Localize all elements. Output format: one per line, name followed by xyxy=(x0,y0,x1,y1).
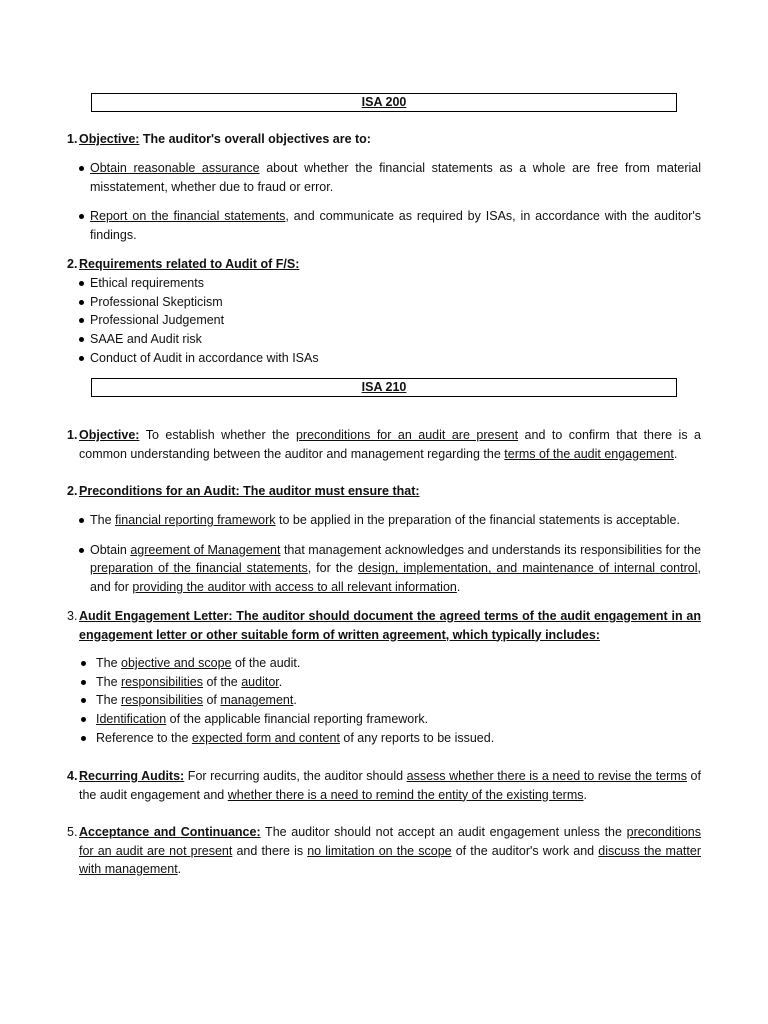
isa-200-objective-list xyxy=(78,159,701,256)
list-item: Professional Skepticism xyxy=(78,293,701,312)
underlined-phrase: Obtain reasonable assurance xyxy=(90,161,260,175)
text-run: To establish whether the xyxy=(139,428,296,442)
underlined-phrase: preparation of the financial statements xyxy=(90,561,308,576)
list-item xyxy=(78,673,701,692)
item-text: , and communicate as required by ISAs, in accordance with the auditor's findings. xyxy=(90,209,701,243)
text-run: . xyxy=(456,580,461,595)
underlined-phrase: terms of the audit engagement xyxy=(504,446,674,461)
underlined-phrase: preconditions for an audit are present xyxy=(295,428,519,442)
text-run: of xyxy=(203,693,221,708)
section-number: 3. xyxy=(67,609,78,623)
isa-210-preconditions xyxy=(67,482,701,501)
list-item: Conduct of Audit in accordance with ISAs xyxy=(78,349,701,368)
underlined-phrase: design, implementation, and maintenance of internal control xyxy=(358,561,698,576)
requirements-label: Requirements related to Audit of F/S: xyxy=(79,257,300,271)
underlined-phrase: discuss the matter with management xyxy=(79,843,701,876)
text-run: Reference to the xyxy=(96,730,192,745)
list-item xyxy=(78,654,701,673)
text-run: , and for xyxy=(90,561,701,595)
section-number: 2. xyxy=(67,484,78,498)
text-run: The xyxy=(96,656,122,670)
underlined-phrase: auditor xyxy=(241,674,279,689)
underlined-phrase: responsibilities xyxy=(121,693,203,708)
text-run: of the applicable financial reporting framework. xyxy=(166,712,429,727)
objective-label: Objective: xyxy=(79,132,140,146)
text-run: of the auditor's work and xyxy=(451,843,599,858)
engagement-letter-text: Audit Engagement Letter: The auditor should document the agreed terms of the audit engagement in an engagement letter or other suitable form of written agreement, which typically includes: xyxy=(79,609,701,642)
section-number: 1. xyxy=(67,132,78,146)
text-run: to be applied in the preparation of the financial statements is acceptable. xyxy=(275,513,680,527)
preconditions-heading xyxy=(79,482,701,501)
objective-label: Objective: xyxy=(79,428,140,442)
underlined-phrase: expected form and content xyxy=(191,730,340,745)
list-item xyxy=(78,710,701,729)
text-run: Obtain xyxy=(90,542,131,557)
text-run: of the audit. xyxy=(231,656,301,670)
underlined-phrase: preconditions for an audit are not present xyxy=(79,825,701,858)
engagement-letter-list xyxy=(78,654,701,748)
text-run: . xyxy=(583,787,587,802)
text-run: The xyxy=(90,513,116,527)
recurring-label: Recurring Audits: xyxy=(79,769,185,783)
preconditions-label: Preconditions for an Audit: The auditor must ensure that: xyxy=(79,484,420,498)
text-run: For recurring audits, the auditor should xyxy=(184,769,407,783)
underlined-phrase: no limitation on the scope xyxy=(307,843,452,858)
recurring-audits xyxy=(67,767,701,804)
underlined-phrase: providing the auditor with access to all relevant information xyxy=(132,580,457,595)
text-run: The xyxy=(96,693,122,708)
isa-200-requirements-list xyxy=(78,274,701,368)
section-number: 5. xyxy=(67,825,78,839)
underlined-phrase: financial reporting framework xyxy=(115,513,276,527)
acceptance-label: Acceptance and Continuance: xyxy=(79,825,261,839)
list-item: SAAE and Audit risk xyxy=(78,330,701,349)
list-item: Professional Judgement xyxy=(78,311,701,330)
preconditions-list xyxy=(78,511,701,608)
underlined-phrase: management xyxy=(220,693,294,708)
isa-210-objective xyxy=(67,426,701,463)
list-item: Ethical requirements xyxy=(78,274,701,293)
text-run: and to confirm that there is a common understanding between the auditor and management regarding the xyxy=(79,428,701,461)
isa-200-requirements xyxy=(67,255,701,274)
objective-paragraph xyxy=(79,426,701,463)
text-run: . xyxy=(278,674,283,689)
isa-200-title: ISA 200 xyxy=(91,93,677,112)
text-run: and there is xyxy=(232,843,308,858)
text-run: , for the xyxy=(307,561,358,576)
engagement-letter-heading xyxy=(79,607,701,644)
section-number: 1. xyxy=(67,428,78,442)
acceptance-continuance xyxy=(67,823,701,879)
text-run: The auditor should not accept an audit engagement unless the xyxy=(260,825,627,839)
acceptance-paragraph xyxy=(79,823,701,879)
text-run: of the audit engagement and xyxy=(79,769,701,802)
objective-heading xyxy=(79,130,701,149)
list-item xyxy=(78,729,701,748)
list-item xyxy=(78,511,701,530)
isa-210-title: ISA 210 xyxy=(91,378,677,397)
underlined-phrase: assess whether there is a need to revise the terms xyxy=(406,769,687,783)
requirements-heading xyxy=(79,255,701,274)
objective-text: The auditor's overall objectives are to: xyxy=(139,132,371,146)
engagement-letter xyxy=(67,607,701,644)
recurring-paragraph xyxy=(79,767,701,804)
underlined-phrase: Identification xyxy=(96,712,167,727)
section-number: 2. xyxy=(67,257,78,271)
text-run: . xyxy=(293,693,297,708)
list-item xyxy=(78,207,701,244)
underlined-phrase: responsibilities xyxy=(121,674,203,689)
text-run: The xyxy=(96,674,122,689)
isa-200-objective xyxy=(67,130,701,149)
underlined-phrase: objective and scope xyxy=(121,656,232,670)
text-run: of the xyxy=(203,674,242,689)
underlined-phrase: Report on the financial statements xyxy=(90,209,286,224)
underlined-phrase: agreement of Management xyxy=(130,542,281,557)
list-item xyxy=(78,541,701,597)
text-run: that management acknowledges and understands its responsibilities for the xyxy=(280,542,702,557)
list-item xyxy=(78,691,701,710)
text-run: . xyxy=(177,862,182,876)
list-item xyxy=(78,159,701,196)
text-run: . xyxy=(673,446,678,461)
underlined-phrase: whether there is a need to remind the entity of the existing terms xyxy=(227,787,584,802)
text-run: of any reports to be issued. xyxy=(339,730,495,745)
item-text: about whether the financial statements as a whole are free from material misstatement, whether due to fraud or error. xyxy=(90,161,701,194)
section-number: 4. xyxy=(67,769,78,783)
